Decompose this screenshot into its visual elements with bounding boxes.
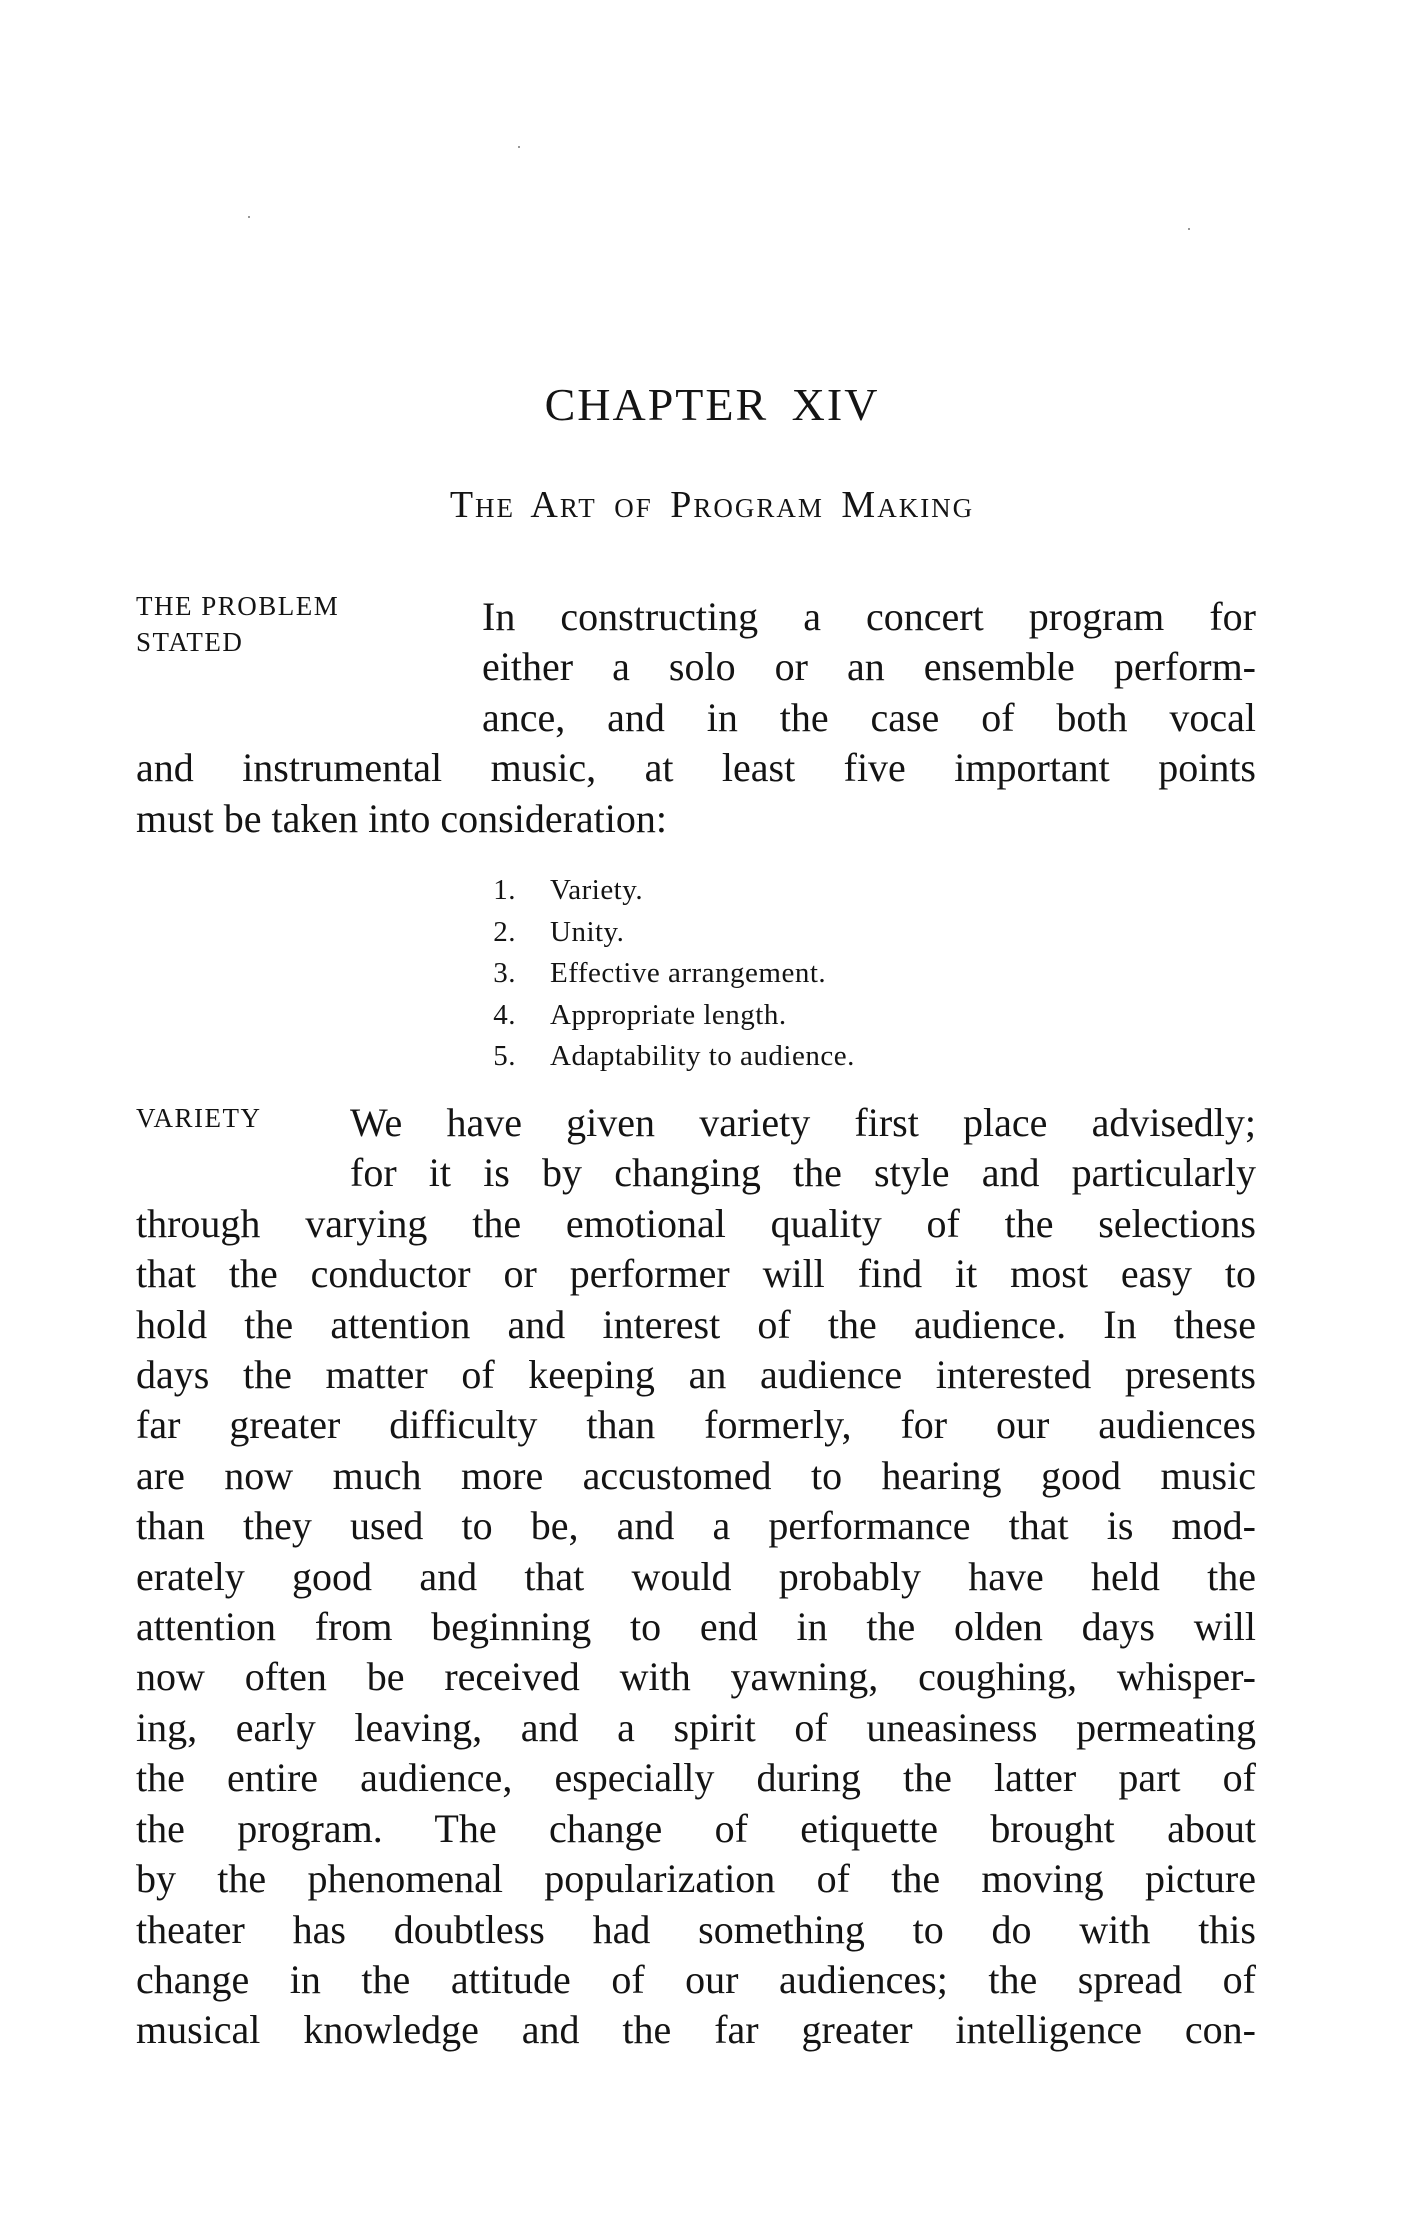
scan-speck bbox=[248, 216, 250, 218]
list-text: Variety. bbox=[550, 874, 644, 906]
text-line: days the matter of keeping an audience interested presents bbox=[136, 1352, 1256, 1398]
list-number: 5. bbox=[493, 1040, 516, 1072]
list-number: 1. bbox=[493, 874, 516, 906]
list-item bbox=[476, 995, 855, 1037]
list-item bbox=[476, 912, 855, 954]
text-line: either a solo or an ensemble perform- bbox=[482, 644, 1256, 690]
list-number: 2. bbox=[493, 915, 516, 948]
text-line: by the phenomenal popularization of the moving picture bbox=[136, 1856, 1256, 1902]
text-line: ing, early leaving, and a spirit of uneasiness permeating bbox=[136, 1704, 1256, 1750]
text-line: theater has doubtless had something to do with this bbox=[136, 1906, 1256, 1952]
text-line: change in the attitude of our audiences; the spread of bbox=[136, 1956, 1256, 2002]
text-line: now often be received with yawning, coughing, whisper- bbox=[136, 1654, 1256, 1700]
text-line: We have given variety first place advisedly; bbox=[350, 1100, 1256, 1145]
list-item bbox=[476, 953, 855, 995]
text-line: must be taken into consideration: bbox=[136, 795, 667, 841]
list-text: Unity. bbox=[550, 915, 625, 948]
paragraph-problem bbox=[136, 592, 1256, 844]
list-text: Appropriate length. bbox=[550, 998, 787, 1031]
text-line: erately good and that would probably have held the bbox=[136, 1553, 1256, 1599]
list-item bbox=[476, 1036, 855, 1078]
scan-speck bbox=[518, 146, 520, 148]
chapter-title: CHAPTER XIV bbox=[544, 379, 880, 430]
text-line: than they used to be, and a performance that is mod- bbox=[136, 1503, 1256, 1549]
text-line: In constructing a concert program for bbox=[482, 594, 1256, 639]
text-line: far greater difficulty than formerly, for our audiences bbox=[136, 1402, 1256, 1448]
list-text: Adaptability to audience. bbox=[550, 1040, 855, 1072]
list-number: 3. bbox=[493, 957, 516, 989]
chapter-subtitle: The Art of Program Making bbox=[449, 484, 975, 526]
text-line: through varying the emotional quality of the selections bbox=[136, 1200, 1256, 1246]
text-line: the entire audience, especially during the latter part of bbox=[136, 1755, 1256, 1801]
list-number: 4. bbox=[493, 998, 516, 1031]
text-line: for it is by changing the style and particularly bbox=[350, 1150, 1256, 1196]
sidenote-problem-stated: THE PROBLEM STATED bbox=[136, 591, 340, 657]
text-line: attention from beginning to end in the olden days will bbox=[136, 1604, 1256, 1650]
text-line: the program. The change of etiquette brought about bbox=[136, 1805, 1256, 1851]
points-list bbox=[476, 870, 855, 1078]
list-item bbox=[476, 870, 855, 912]
sidenote-variety: VARIETY bbox=[136, 1103, 262, 1133]
text-line: hold the attention and interest of the audience. In these bbox=[136, 1301, 1256, 1347]
paragraph-variety bbox=[136, 1098, 1256, 2056]
text-line: musical knowledge and the far greater intelligence con- bbox=[136, 2007, 1256, 2053]
list-text: Effective arrangement. bbox=[550, 957, 827, 989]
text-line: that the conductor or performer will find it most easy to bbox=[136, 1251, 1256, 1297]
text-line: and instrumental music, at least five important points bbox=[136, 745, 1256, 791]
text-line: ance, and in the case of both vocal bbox=[482, 694, 1256, 740]
text-line: are now much more accustomed to hearing good music bbox=[136, 1452, 1256, 1498]
scan-speck bbox=[1188, 228, 1190, 230]
